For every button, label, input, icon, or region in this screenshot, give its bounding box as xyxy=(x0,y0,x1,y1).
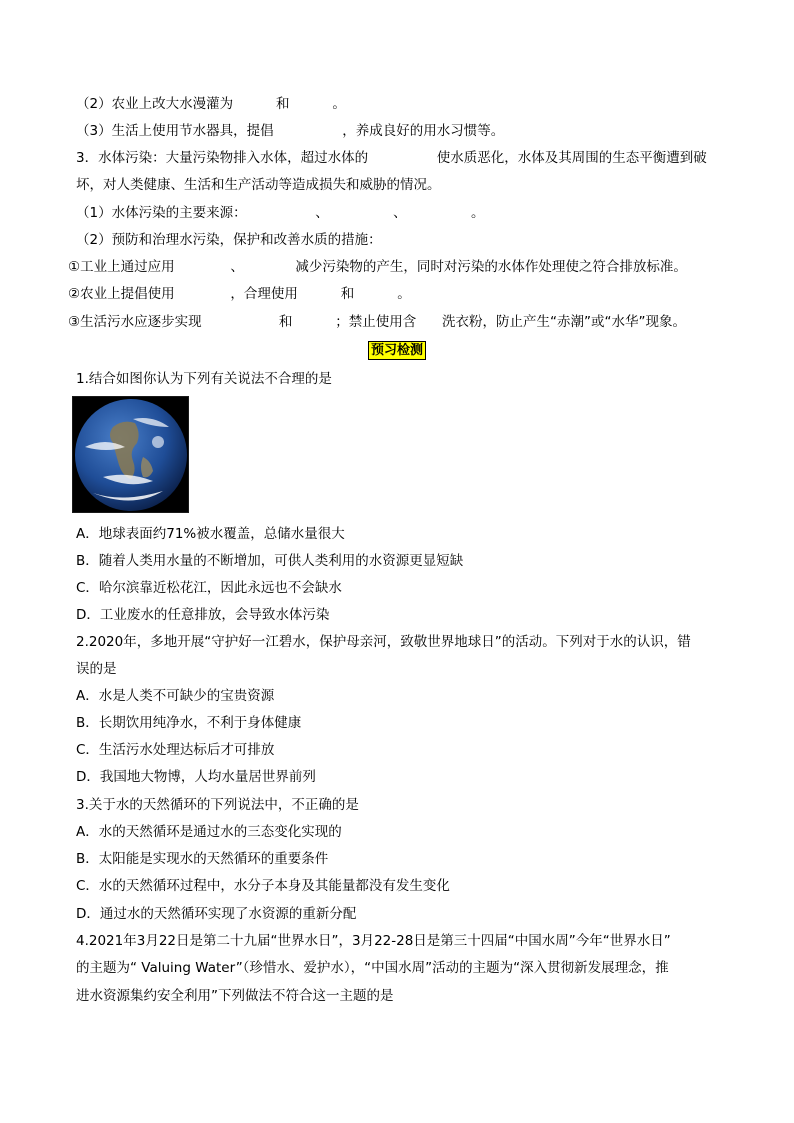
q3-option-d: D．通过水的天然循环实现了水资源的重新分配 xyxy=(76,906,357,922)
q2-option-a: A．水是人类不可缺少的宝贵资源 xyxy=(76,688,275,704)
text-line: （2）预防和治理水污染，保护和改善水质的措施： xyxy=(76,232,382,248)
q1-option-d: D．工业废水的任意排放，会导致水体污染 xyxy=(76,607,330,623)
q3-option-a: A．水的天然循环是通过水的三态变化实现的 xyxy=(76,824,342,840)
question-3-stem: 3.关于水的天然循环的下列说法中，不正确的是 xyxy=(76,797,359,813)
q2-option-d: D．我国地大物博，人均水量居世界前列 xyxy=(76,769,316,785)
question-4-stem: 的主题为“ Valuing Water”（珍惜水、爱护水），“中国水周”活动的主题为“深入贯彻新发展理念，推 xyxy=(76,960,669,976)
q2-option-b: B．长期饮用纯净水，不利于身体健康 xyxy=(76,715,302,731)
text-line: 3．水体污染：大量污染物排入水体，超过水体的 使水质恶化，水体及其周围的生态平衡遭到破 xyxy=(76,150,707,166)
text-line: ③生活污水应逐步实现 和 ；禁止使用含 洗衣粉，防止产生“赤潮”或“水华”现象。 xyxy=(68,314,686,330)
q3-option-b: B．太阳能是实现水的天然循环的重要条件 xyxy=(76,851,329,867)
question-4-stem: 4.2021年3月22日是第二十九届“世界水日”，3月22-28日是第三十四届“中国水周”今年“世界水日” xyxy=(76,933,671,949)
text-line: （2）农业上改大水漫灌为 和 。 xyxy=(76,96,346,112)
q1-option-a: A．地球表面约71%被水覆盖，总储水量很大 xyxy=(76,526,345,542)
question-4-stem: 进水资源集约安全利用”下列做法不符合这一主题的是 xyxy=(76,988,394,1004)
earth-image xyxy=(72,396,189,513)
question-2-stem: 误的是 xyxy=(76,661,117,677)
q2-option-c: C．生活污水处理达标后才可排放 xyxy=(76,742,275,758)
text-line: 坏，对人类健康、生活和生产活动等造成损失和威胁的情况。 xyxy=(76,177,441,193)
text-line: （1）水体污染的主要来源： 、 、 。 xyxy=(76,205,485,221)
q1-option-c: C．哈尔滨靠近松花江，因此永远也不会缺水 xyxy=(76,580,342,596)
text-line: ②农业上提倡使用 ，合理使用 和 。 xyxy=(68,286,411,302)
question-2-stem: 2.2020年，多地开展“守护好一江碧水，保护母亲河，致敬世界地球日”的活动。下列对于水的认识，错 xyxy=(76,634,691,650)
section-heading: 预习检测 xyxy=(368,341,426,360)
text-line: ①工业上通过应用 、 减少污染物的产生，同时对污染的水体作处理使之符合排放标准。 xyxy=(68,259,687,275)
q3-option-c: C．水的天然循环过程中，水分子本身及其能量都没有发生变化 xyxy=(76,878,450,894)
question-1-stem: 1.结合如图你认为下列有关说法不合理的是 xyxy=(76,371,332,387)
q1-option-b: B．随着人类用水量的不断增加，可供人类利用的水资源更显短缺 xyxy=(76,553,464,569)
text-line: （3）生活上使用节水器具，提倡 ，养成良好的用水习惯等。 xyxy=(76,123,505,139)
